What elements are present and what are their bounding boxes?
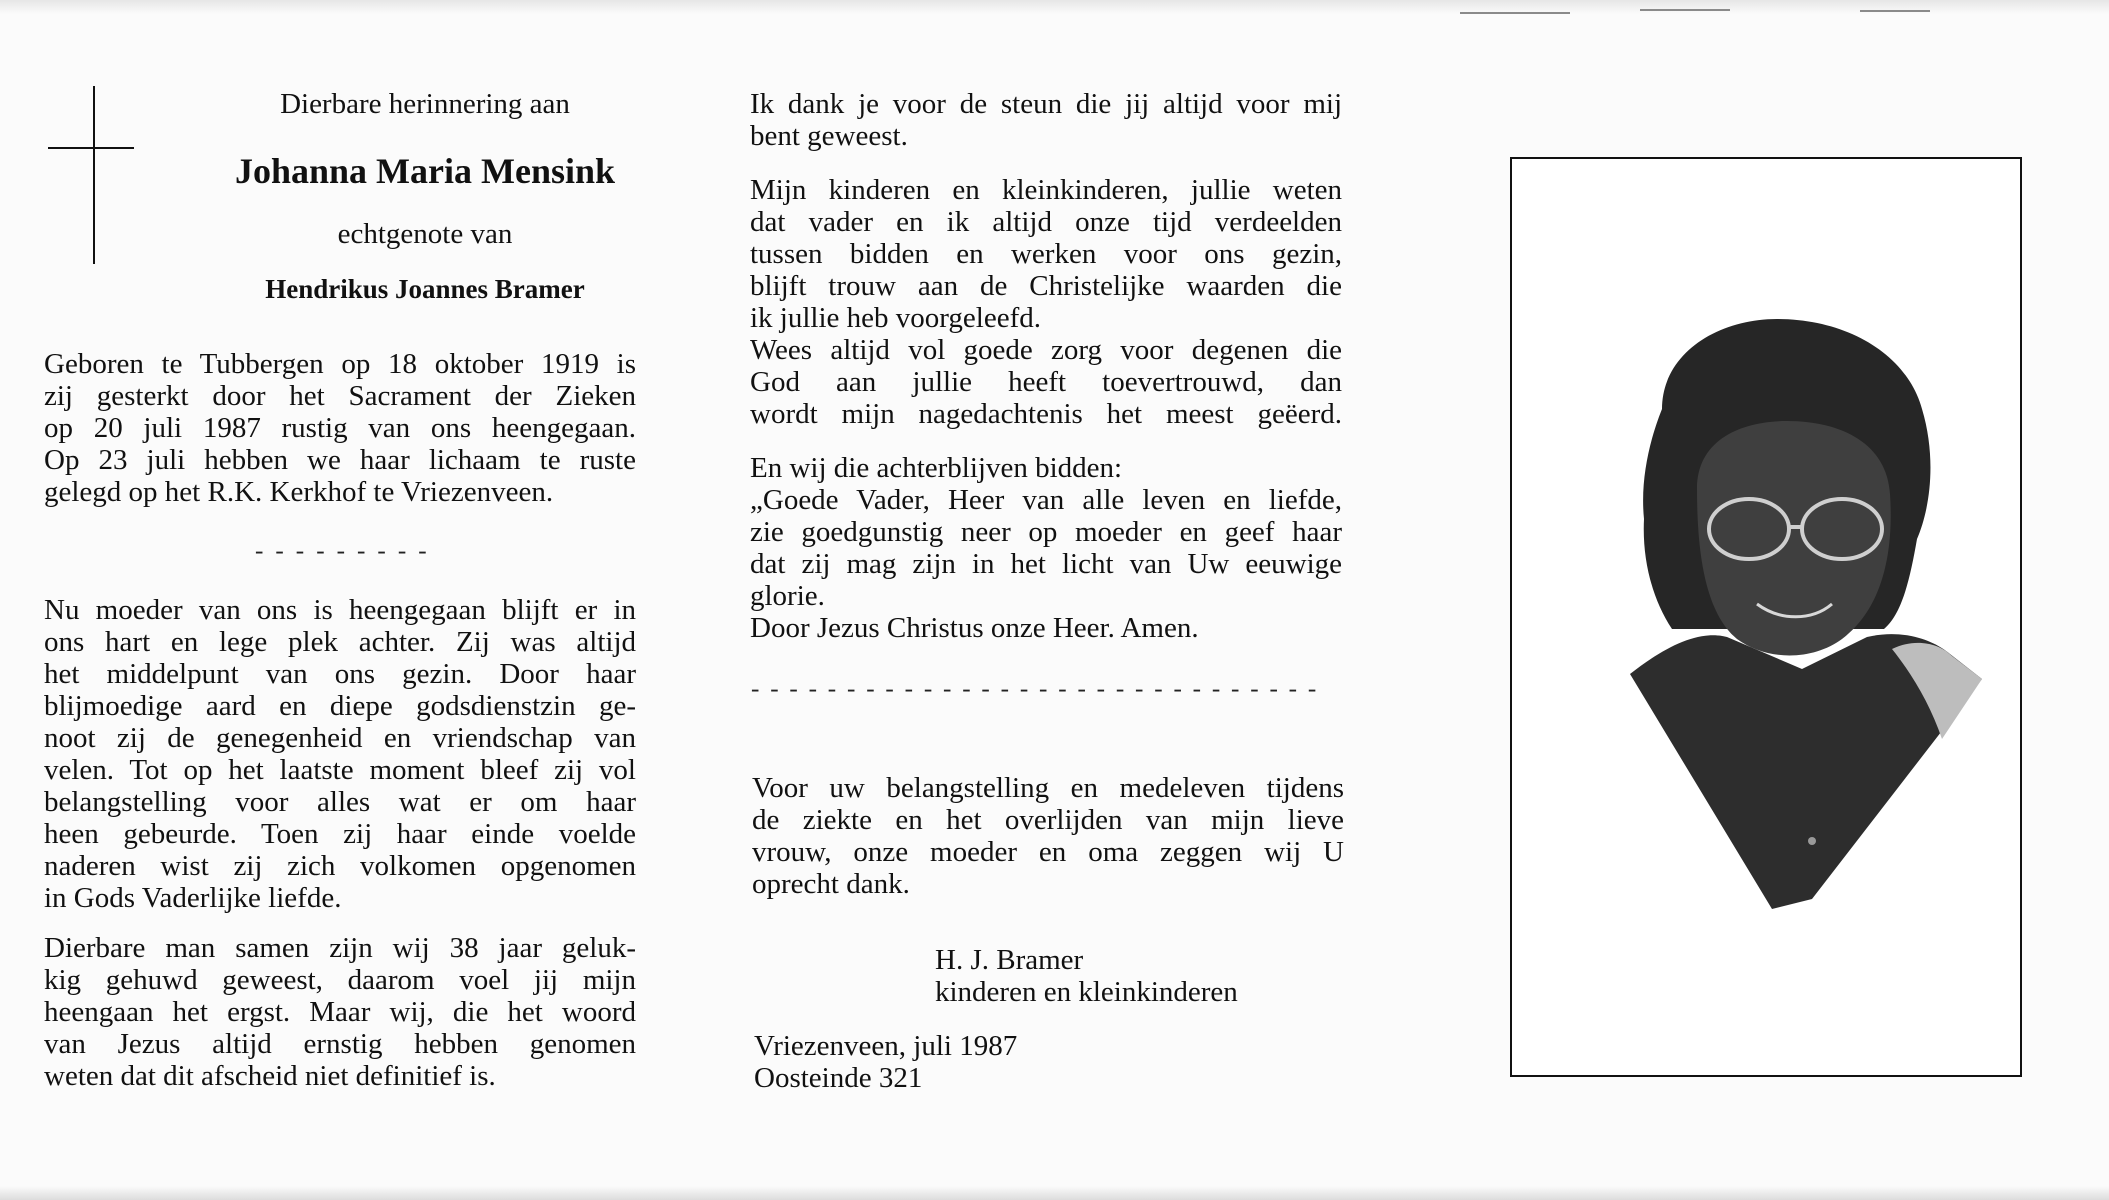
text-line: oprecht dank. xyxy=(752,868,910,900)
signature-name: H. J. Bramer xyxy=(935,944,1084,976)
text-line: kig gehuwd geweest, daarom voel jij mijn xyxy=(44,964,636,996)
text-line: op 20 juli 1987 rustig van ons heengegaan. xyxy=(44,412,636,444)
text-line: ons hart en lege plek achter. Zij was altijd xyxy=(44,626,636,658)
text-line: zie goedgunstig neer op moeder en geef haar xyxy=(750,516,1342,548)
text-line: Nu moeder van ons is heengegaan blijft er in xyxy=(44,594,636,626)
text-line: blijft trouw aan de Christelijke waarden die xyxy=(750,270,1342,302)
text-line: in Gods Vaderlijke liefde. xyxy=(44,882,342,914)
husband-paragraph xyxy=(44,932,636,1092)
text-line: wordt mijn nagedachtenis het meest geëerd. xyxy=(750,398,1342,430)
photo-frame xyxy=(1510,157,2022,1077)
text-line: glorie. xyxy=(750,580,825,612)
spouse-intro: echtgenote van xyxy=(337,218,513,250)
text-line: Wees altijd vol goede zorg voor degenen die xyxy=(750,334,1342,366)
signature-block xyxy=(935,944,1355,1008)
text-line: „Goede Vader, Heer van alle leven en liefde, xyxy=(750,484,1342,516)
portrait-photo xyxy=(1512,159,2020,1075)
signature-family: kinderen en kleinkinderen xyxy=(935,976,1238,1008)
scan-scratch xyxy=(1460,12,1570,14)
text-line: Door Jezus Christus onze Heer. Amen. xyxy=(750,612,1199,644)
intro-line: Dierbare herinnering aan xyxy=(280,88,570,120)
text-line: heengaan het ergst. Maar wij, die het woord xyxy=(44,996,636,1028)
text-line: het middelpunt van ons gezin. Door haar xyxy=(44,658,636,690)
text-line: Op 23 juli hebben we haar lichaam te ruste xyxy=(44,444,636,476)
text-line: God aan jullie heeft toevertrouwd, dan xyxy=(750,366,1342,398)
thanks-paragraph xyxy=(750,88,1342,152)
text-line: de ziekte en het overlijden van mijn lieve xyxy=(752,804,1344,836)
address-block xyxy=(754,1030,1174,1094)
birth-paragraph xyxy=(44,348,636,508)
place-date: Vriezenveen, juli 1987 xyxy=(754,1030,1018,1062)
text-line: vrouw, onze moeder en oma zeggen wij U xyxy=(752,836,1344,868)
text-line: velen. Tot op het laatste moment bleef zij vol xyxy=(44,754,636,786)
text-line: Voor uw belangstelling en medeleven tijdens xyxy=(752,772,1344,804)
text-line: bent geweest. xyxy=(750,120,908,152)
card-bottom-edge xyxy=(0,1186,2109,1200)
text-line: Mijn kinderen en kleinkinderen, jullie weten xyxy=(750,174,1342,206)
children-paragraph xyxy=(750,174,1342,430)
text-line: Ik dank je voor de steun die jij altijd voor mij xyxy=(750,88,1342,120)
scan-scratch xyxy=(1860,10,1930,12)
text-line: noot zij de genegenheid en vriendschap van xyxy=(44,722,636,754)
text-line: naderen wist zij zich volkomen opgenomen xyxy=(44,850,636,882)
prayer-paragraph xyxy=(750,452,1342,644)
portrait-button xyxy=(1808,837,1816,845)
text-line: blijmoedige aard en diepe godsdienstzin ge- xyxy=(44,690,636,722)
scan-scratch xyxy=(1640,9,1730,11)
text-line: heen gebeurde. Toen zij haar einde voelde xyxy=(44,818,636,850)
text-line: En wij die achterblijven bidden: xyxy=(750,452,1123,484)
text-line: belangstelling voor alles wat er om haar xyxy=(44,786,636,818)
mother-paragraph xyxy=(44,594,636,914)
text-line: dat zij mag zijn in het licht van Uw eeuwige xyxy=(750,548,1342,580)
spouse-name: Hendrikus Joannes Bramer xyxy=(265,274,585,304)
text-line: weten dat dit afscheid niet definitief is. xyxy=(44,1060,496,1092)
text-line: Dierbare man samen zijn wij 38 jaar geluk- xyxy=(44,932,636,964)
deceased-name: Johanna Maria Mensink xyxy=(234,151,616,191)
text-line: Geboren te Tubbergen op 18 oktober 1919 is xyxy=(44,348,636,380)
text-line: gelegd op het R.K. Kerkhof te Vriezenveen. xyxy=(44,476,554,508)
short-separator: --------- xyxy=(252,540,436,567)
text-line: dat vader en ik altijd onze tijd verdeelden xyxy=(750,206,1342,238)
acknowledgement-paragraph xyxy=(752,772,1344,900)
text-line: van Jezus altijd ernstig hebben genomen xyxy=(44,1028,636,1060)
text-line: zij gesterkt door het Sacrament der Zieken xyxy=(44,380,636,412)
long-separator: ------------------------------ xyxy=(748,678,1325,705)
street-address: Oosteinde 321 xyxy=(754,1062,923,1094)
text-line: tussen bidden en werken voor ons gezin, xyxy=(750,238,1342,270)
card-top-edge xyxy=(0,0,2109,14)
text-line: ik jullie heb voorgeleefd. xyxy=(750,302,1041,334)
